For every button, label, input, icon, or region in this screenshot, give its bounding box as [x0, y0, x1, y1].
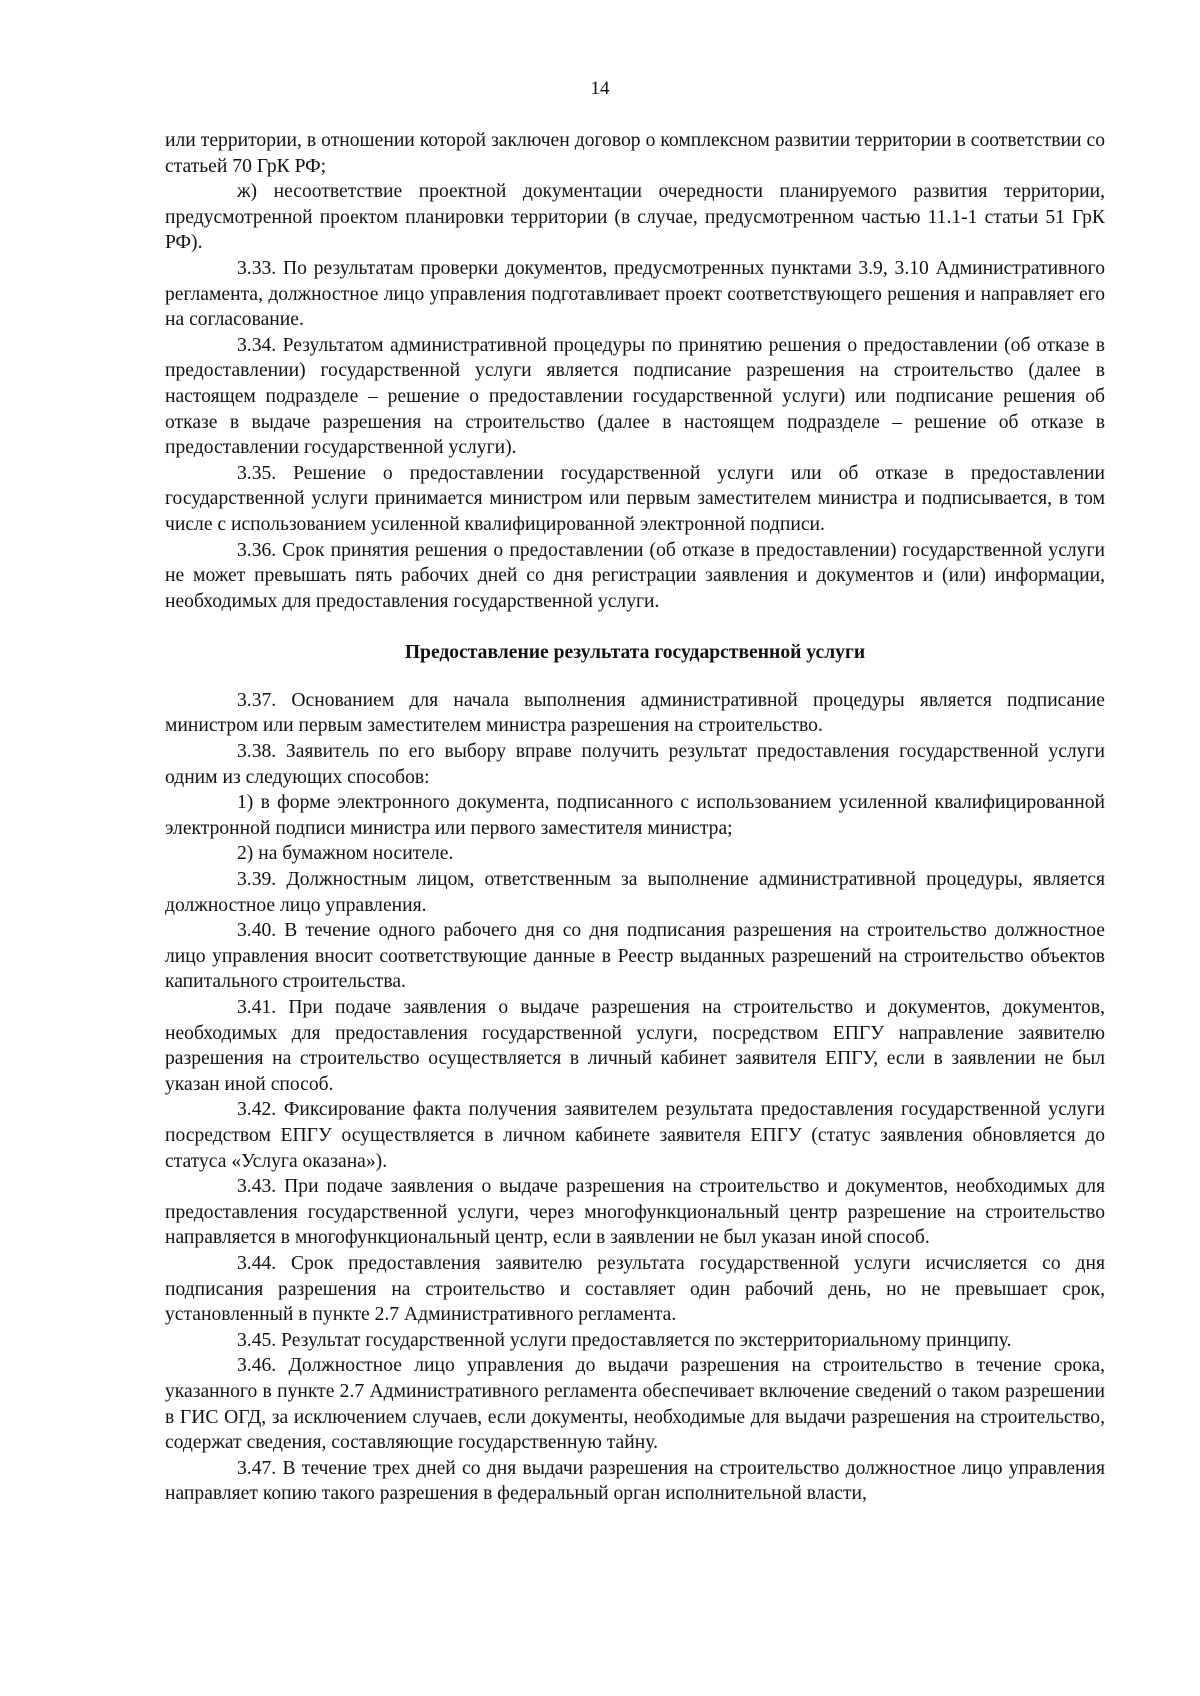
paragraph: 1) в форме электронного документа, подписанного с использованием усиленной квалифицированной электронной подписи министра или первого заместителя министра; — [165, 792, 1105, 839]
paragraph: 3.46. Должностное лицо управления до выдачи разрешения на строительство в течение срока, указанного в пункте 2.7 Административного регламента обеспечивает включение сведений о таком разрешении в ГИС ОГД, за исключением случаев, если документы, необходимые для выдачи разрешения на строительство, содержат сведения, составляющие государственную тайну. — [165, 1355, 1105, 1454]
section-heading: Предоставление результата государственной услуги — [404, 642, 866, 664]
paragraph: 2) на бумажном носителе. — [237, 843, 454, 865]
paragraph: 3.41. При подаче заявления о выдаче разрешения на строительство и документов, документов, необходимых для предоставления государственной услуги, посредством ЕПГУ направление заявителю разрешения на строительство осуществляется в личный кабинет заявителя ЕПГУ, если в заявлении не был указан иной способ. — [165, 997, 1105, 1095]
paragraph: 3.44. Срок предоставления заявителю результата государственной услуги исчисляется со дня подписания разрешения на строительство и составляет один рабочий день, но не превышает срок, установленный в пункте 2.7 Административного регламента. — [165, 1252, 1105, 1326]
paragraph: 3.40. В течение одного рабочего дня со дня подписания разрешения на строительство должностное лицо управления вносит соответствующие данные в Реестр выданных разрешений на строительство объектов капитального строительства. — [165, 920, 1105, 993]
paragraph: 3.34. Результатом административной процедуры по принятию решения о предоставлении (об отказе в предоставлении) государственной услуги является подписание разрешения на строительство (далее в настоящем подразделе – решение о предоставлении государственной услуги) или подписание решения об отказе в выдаче разрешения на строительство (далее в настоящем подразделе – решение об отказе в предоставлении государственной услуги). — [165, 334, 1105, 459]
paragraph: или территории, в отношении которой заключен договор о комплексном развитии территории в соответствии со статьей 70 ГрК РФ; — [165, 130, 1105, 177]
page-number: 14 — [590, 78, 610, 99]
paragraph: 3.42. Фиксирование факта получения заявителем результата предоставления государственной услуги посредством ЕПГУ осуществляется в личном кабинете заявителя ЕПГУ (статус заявления обновляется до статуса «Услуга оказана»). — [165, 1099, 1105, 1172]
paragraph: 3.39. Должностным лицом, ответственным за выполнение административной процедуры, является должностное лицо управления. — [165, 869, 1105, 916]
paragraph: 3.47. В течение трех дней со дня выдачи разрешения на строительство должностное лицо управления направляет копию такого разрешения в федеральный орган исполнительной власти, — [165, 1457, 1105, 1505]
paragraph: 3.35. Решение о предоставлении государственной услуги или об отказе в предоставлении государственной услуги принимается министром или первым заместителем министра и подписывается, в том числе с использованием усиленной квалифицированной электронной подписи. — [165, 462, 1105, 535]
paragraph: 3.38. Заявитель по его выбору вправе получить результат предоставления государственной услуги одним из следующих способов: — [165, 741, 1105, 788]
document-body — [165, 128, 1105, 1507]
paragraph: 3.45. Результат государственной услуги предоставляется по экстерриториальному принципу. — [237, 1329, 1012, 1351]
paragraph: 3.43. При подаче заявления о выдаче разрешения на строительство и документов, необходимых для предоставления государственной услуги, через многофункциональный центр разрешение на строительство направляется в многофункциональный центр, если в заявлении не был указан иной способ. — [165, 1176, 1105, 1249]
paragraph: ж) несоответствие проектной документации очередности планируемого развития территории, предусмотренной проектом планировки территории (в случае, предусмотренном частью 11.1-1 статьи 51 ГрК РФ). — [165, 181, 1105, 254]
paragraph: 3.37. Основанием для начала выполнения административной процедуры является подписание министром или первым заместителем министра разрешения на строительство. — [165, 689, 1105, 737]
paragraph: 3.36. Срок принятия решения о предоставлении (об отказе в предоставлении) государственной услуги не может превышать пять рабочих дней со дня регистрации заявления и документов и (или) информации, необходимых для предоставления государственной услуги. — [165, 539, 1105, 612]
paragraph: 3.33. По результатам проверки документов, предусмотренных пунктами 3.9, 3.10 Административного регламента, должностное лицо управления подготавливает проект соответствующего решения и направляет его на согласование. — [165, 257, 1105, 331]
